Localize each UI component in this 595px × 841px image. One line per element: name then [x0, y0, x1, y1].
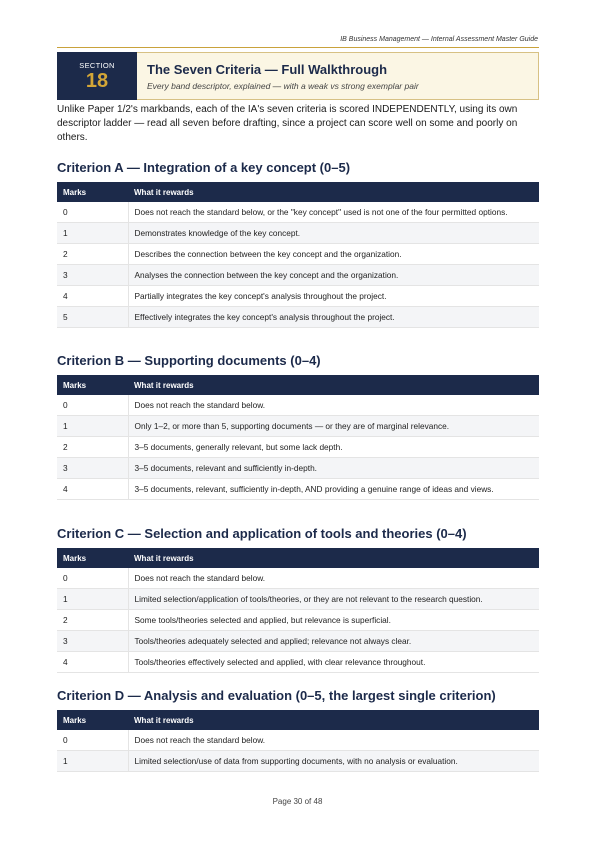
table-row [57, 458, 539, 479]
criterion-table [57, 710, 539, 772]
table-row [57, 437, 539, 458]
rewards-cell: Partially integrates the key concept's analysis throughout the project. [128, 286, 539, 307]
marks-cell: 0 [57, 730, 128, 751]
marks-cell: 3 [57, 631, 128, 652]
table-row [57, 631, 539, 652]
marks-cell: 2 [57, 244, 128, 265]
section-title: The Seven Criteria — Full Walkthrough [147, 61, 388, 77]
marks-cell: 0 [57, 395, 128, 416]
marks-cell: 2 [57, 437, 128, 458]
marks-cell: 1 [57, 751, 128, 772]
criterion-heading: Criterion B — Supporting documents (0–4) [57, 353, 321, 368]
table-row [57, 589, 539, 610]
marks-cell: 3 [57, 265, 128, 286]
table-header-row [57, 548, 539, 568]
criterion-table [57, 375, 539, 500]
intro-paragraph: Unlike Paper 1/2's markbands, each of the IA's seven criteria is scored INDEPENDENTLY, using its own descriptor ladder — read all seven before drafting, since a project can score well on some and poorly on others. [57, 104, 518, 143]
table-row [57, 730, 539, 751]
rewards-cell: Demonstrates knowledge of the key concept. [128, 223, 539, 244]
rewards-cell: Does not reach the standard below. [128, 730, 539, 751]
criterion-d [57, 686, 539, 772]
rewards-cell: 3–5 documents, relevant and sufficiently in-depth. [128, 458, 539, 479]
section-label: SECTION [79, 60, 115, 70]
rewards-header: What it rewards [128, 182, 539, 202]
criterion-heading: Criterion D — Analysis and evaluation (0–5, the largest single criterion) [57, 688, 496, 703]
table-row [57, 223, 539, 244]
table-row [57, 416, 539, 437]
criterion-heading: Criterion C — Selection and application of tools and theories (0–4) [57, 526, 467, 541]
criterion-table [57, 548, 539, 673]
table-row [57, 568, 539, 589]
marks-cell: 4 [57, 652, 128, 673]
rewards-cell: Only 1–2, or more than 5, supporting documents — or they are of marginal relevance. [128, 416, 539, 437]
page-number: Page 30 of 48 [272, 797, 323, 806]
rewards-cell: Analyses the connection between the key concept and the organization. [128, 265, 539, 286]
rewards-cell: Does not reach the standard below. [128, 568, 539, 589]
section-number: 18 [85, 69, 109, 92]
marks-cell: 0 [57, 568, 128, 589]
table-row [57, 652, 539, 673]
header-rule [57, 47, 539, 48]
table-header-row [57, 375, 539, 395]
table-row [57, 286, 539, 307]
rewards-header: What it rewards [128, 710, 539, 730]
criterion-b [57, 351, 539, 500]
rewards-cell: Limited selection/application of tools/theories, or they are not relevant to the research question. [128, 589, 539, 610]
table-row [57, 265, 539, 286]
table-header-row [57, 710, 539, 730]
criterion-c [57, 524, 539, 673]
rewards-header: What it rewards [128, 548, 539, 568]
marks-header: Marks [57, 548, 128, 568]
section-badge [57, 52, 137, 100]
table-header-row [57, 182, 539, 202]
rewards-cell: 3–5 documents, relevant, sufficiently in-depth, AND providing a genuine range of ideas and views. [128, 479, 539, 500]
marks-cell: 3 [57, 458, 128, 479]
marks-cell: 4 [57, 286, 128, 307]
running-header: IB Business Management — Internal Assessment Master Guide [340, 36, 538, 43]
table-row [57, 610, 539, 631]
rewards-cell: Some tools/theories selected and applied, but relevance is superficial. [128, 610, 539, 631]
rewards-cell: Effectively integrates the key concept's analysis throughout the project. [128, 307, 539, 328]
criterion-a [57, 158, 539, 328]
rewards-cell: Limited selection/use of data from supporting documents, with no analysis or evaluation. [128, 751, 539, 772]
rewards-cell: Tools/theories adequately selected and applied; relevance not always clear. [128, 631, 539, 652]
marks-cell: 4 [57, 479, 128, 500]
table-row [57, 244, 539, 265]
marks-header: Marks [57, 182, 128, 202]
table-row [57, 202, 539, 223]
marks-cell: 1 [57, 223, 128, 244]
section-banner [57, 52, 539, 100]
rewards-cell: Does not reach the standard below. [128, 395, 539, 416]
rewards-cell: Tools/theories effectively selected and applied, with clear relevance throughout. [128, 652, 539, 673]
rewards-cell: Does not reach the standard below, or the "key concept" used is not one of the four permitted options. [128, 202, 539, 223]
marks-cell: 2 [57, 610, 128, 631]
table-row [57, 395, 539, 416]
marks-cell: 1 [57, 416, 128, 437]
marks-cell: 0 [57, 202, 128, 223]
rewards-cell: 3–5 documents, generally relevant, but some lack depth. [128, 437, 539, 458]
table-row [57, 751, 539, 772]
marks-header: Marks [57, 375, 128, 395]
table-row [57, 307, 539, 328]
section-heading-box [137, 52, 539, 100]
rewards-cell: Describes the connection between the key concept and the organization. [128, 244, 539, 265]
section-subtitle: Every band descriptor, explained — with a weak vs strong exemplar pair [147, 80, 419, 91]
marks-cell: 1 [57, 589, 128, 610]
table-row [57, 479, 539, 500]
marks-header: Marks [57, 710, 128, 730]
criterion-table [57, 182, 539, 328]
marks-cell: 5 [57, 307, 128, 328]
rewards-header: What it rewards [128, 375, 539, 395]
criterion-heading: Criterion A — Integration of a key concept (0–5) [57, 160, 351, 175]
